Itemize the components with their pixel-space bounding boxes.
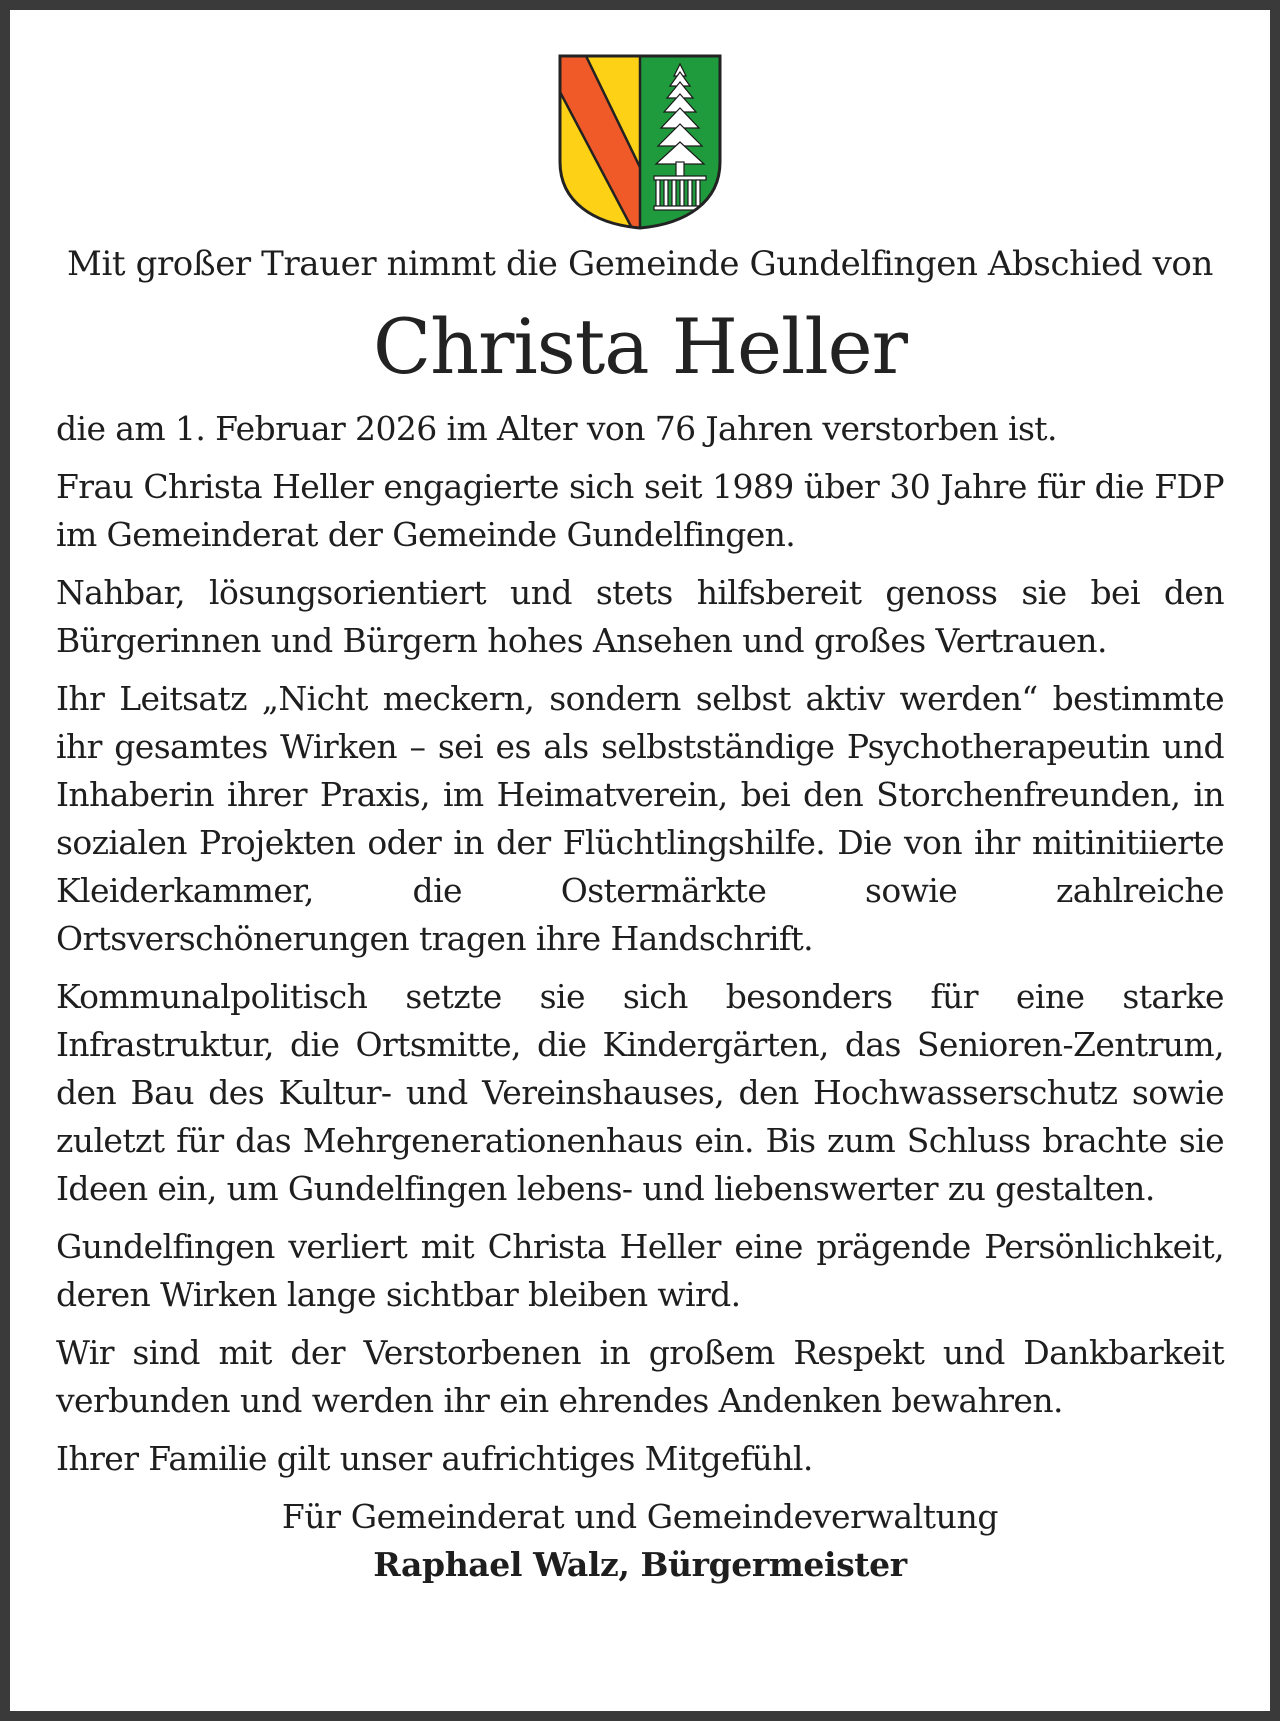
- paragraph-condolence: Ihrer Familie gilt unser aufrichtiges Mitgefühl.: [56, 1439, 813, 1478]
- paragraph-gratitude: Wir sind mit der Verstorbenen in großem Respekt und Dankbarkeit verbunden und werden ihr ein ehrendes Andenken bewahren.: [56, 1333, 1224, 1420]
- crest-container: [56, 52, 1224, 232]
- municipal-coat-of-arms-icon: [556, 52, 724, 232]
- paragraph-motto: Ihr Leitsatz „Nicht meckern, sondern selbst aktiv werden“ bestimmte ihr gesamtes Wirken – sei es als selbstständige Psychotherapeutin und Inhaberin ihrer Praxis, im Heimatverein, bei den Storchenfreunden, in sozialen Projekten oder in der Flüchtlingshilfe. Die von ihr mitinitiierte Kleiderkammer, die Ostermärkte sowie zahlreiche Ortsverschönerungen tragen ihre Handschrift.: [56, 679, 1224, 958]
- notice-body: [56, 405, 1224, 1483]
- intro-line: Mit großer Trauer nimmt die Gemeinde Gundelfingen Abschied von: [67, 244, 1213, 284]
- paragraph-politics: Kommunalpolitisch setzte sie sich besonders für eine starke Infrastruktur, die Ortsmitte, die Kindergärten, das Senioren-Zentrum, den Bau des Kultur- und Vereinshauses, den Hochwasserschutz sowie zuletzt für das Mehrgenerationenhaus ein. Bis zum Schluss brachte sie Ideen ein, um Gundelfingen lebens- und liebenswerter zu gestalten.: [56, 977, 1224, 1208]
- signature-block: [56, 1493, 1224, 1589]
- signature-person: Raphael Walz, Bürgermeister: [373, 1545, 907, 1584]
- paragraph-death-date: die am 1. Februar 2026 im Alter von 76 Jahren verstorben ist.: [56, 409, 1057, 448]
- obituary-notice: [56, 52, 1224, 1589]
- paragraph-council-service: Frau Christa Heller engagierte sich seit 1989 über 30 Jahre für die FDP im Gemeinderat der Gemeinde Gundelfingen.: [56, 467, 1224, 554]
- signature-role: Für Gemeinderat und Gemeindeverwaltung: [281, 1497, 999, 1536]
- deceased-name: Christa Heller: [373, 302, 907, 391]
- paragraph-reputation: Nahbar, lösungsorientiert und stets hilfsbereit genoss sie bei den Bürgerinnen und Bürgern hohes Ansehen und großes Vertrauen.: [56, 573, 1224, 660]
- paragraph-legacy: Gundelfingen verliert mit Christa Heller eine prägende Persönlichkeit, deren Wirken lange sichtbar bleiben wird.: [56, 1227, 1224, 1314]
